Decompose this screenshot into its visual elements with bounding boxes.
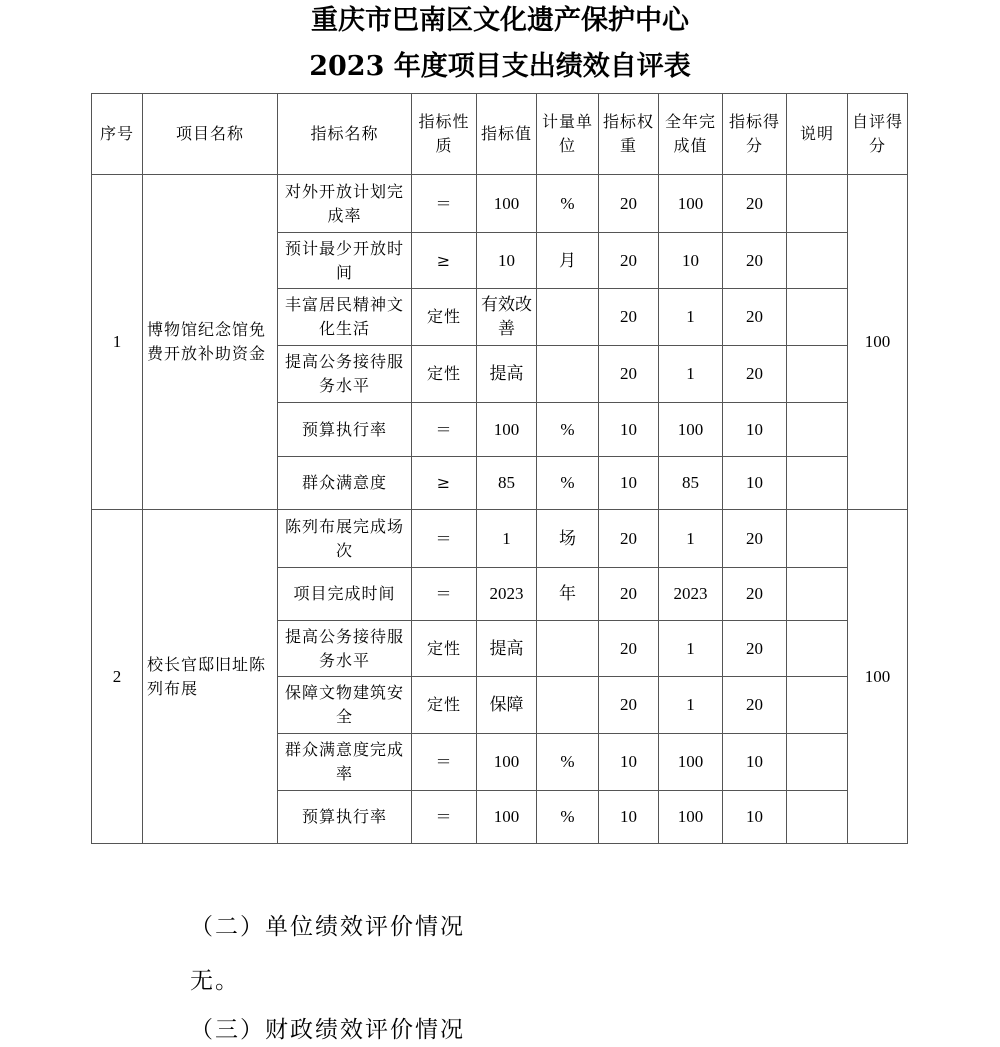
header-indicator-score: 指标得分 [723,94,787,175]
section-heading-unit-evaluation: （二）单位绩效评价情况 [190,914,465,940]
indicator-nature-cell: 定性 [412,289,477,346]
header-weight: 指标权重 [599,94,659,175]
unit-cell: % [537,175,599,233]
indicator-value-cell: 提高 [477,346,537,403]
indicator-value-cell: 100 [477,734,537,791]
indicator-value-cell: 1 [477,510,537,568]
indicator-nature-cell: ＝ [412,734,477,791]
unit-cell: % [537,403,599,457]
header-indicator-nature: 指标性质 [412,94,477,175]
unit-cell: % [537,734,599,791]
note-cell [787,677,848,734]
note-cell [787,457,848,510]
score-cell: 20 [723,621,787,677]
note-cell [787,289,848,346]
weight-cell: 10 [599,457,659,510]
indicator-value-cell: 保障 [477,677,537,734]
indicator-nature-cell: ＝ [412,175,477,233]
indicator-value-cell: 有效改善 [477,289,537,346]
weight-cell: 20 [599,289,659,346]
note-cell [787,791,848,844]
completion-cell: 100 [659,403,723,457]
indicator-name-cell: 群众满意度完成率 [278,734,412,791]
indicator-name-cell: 提高公务接待服务水平 [278,346,412,403]
weight-cell: 20 [599,175,659,233]
completion-cell: 100 [659,734,723,791]
score-cell: 10 [723,457,787,510]
header-indicator-value: 指标值 [477,94,537,175]
score-cell: 20 [723,233,787,289]
completion-cell: 100 [659,791,723,844]
note-cell [787,233,848,289]
seq-cell: 1 [92,175,143,510]
project-name-cell: 校长官邸旧址陈列布展 [143,510,278,844]
indicator-name-cell: 预计最少开放时间 [278,233,412,289]
indicator-nature-cell: 定性 [412,677,477,734]
score-cell: 20 [723,289,787,346]
indicator-name-cell: 对外开放计划完成率 [278,175,412,233]
completion-cell: 10 [659,233,723,289]
header-note: 说明 [787,94,848,175]
unit-cell [537,346,599,403]
indicator-name-cell: 提高公务接待服务水平 [278,621,412,677]
weight-cell: 10 [599,403,659,457]
completion-cell: 1 [659,621,723,677]
indicator-nature-cell: ＝ [412,791,477,844]
completion-cell: 2023 [659,568,723,621]
indicator-name-cell: 预算执行率 [278,403,412,457]
completion-cell: 1 [659,346,723,403]
note-cell [787,510,848,568]
indicator-nature-cell: ≥ [412,233,477,289]
section-heading-finance-evaluation: （三）财政绩效评价情况 [190,1017,465,1043]
header-self-score: 自评得分 [848,94,908,175]
indicator-nature-cell: ＝ [412,403,477,457]
table-row [92,175,908,233]
score-cell: 20 [723,510,787,568]
document-title: 重庆市巴南区文化遗产保护中心 [311,5,689,36]
header-seq: 序号 [92,94,143,175]
unit-cell [537,677,599,734]
indicator-value-cell: 100 [477,403,537,457]
indicator-nature-cell: 定性 [412,621,477,677]
performance-table [91,93,908,844]
note-cell [787,568,848,621]
completion-cell: 100 [659,175,723,233]
section-body-unit-evaluation: 无。 [190,968,240,994]
note-cell [787,403,848,457]
header-indicator-name: 指标名称 [278,94,412,175]
weight-cell: 20 [599,677,659,734]
score-cell: 20 [723,677,787,734]
unit-cell: % [537,791,599,844]
weight-cell: 20 [599,510,659,568]
header-unit: 计量单位 [537,94,599,175]
note-cell [787,346,848,403]
indicator-nature-cell: ＝ [412,568,477,621]
indicator-value-cell: 100 [477,791,537,844]
indicator-name-cell: 陈列布展完成场次 [278,510,412,568]
score-cell: 20 [723,568,787,621]
score-cell: 20 [723,346,787,403]
table-row [92,510,908,568]
unit-cell: 场 [537,510,599,568]
completion-cell: 1 [659,677,723,734]
table-header-row [92,94,908,175]
note-cell [787,175,848,233]
indicator-value-cell: 10 [477,233,537,289]
indicator-name-cell: 项目完成时间 [278,568,412,621]
indicator-nature-cell: ＝ [412,510,477,568]
indicator-name-cell: 预算执行率 [278,791,412,844]
unit-cell: % [537,457,599,510]
indicator-value-cell: 2023 [477,568,537,621]
indicator-value-cell: 100 [477,175,537,233]
seq-cell: 2 [92,510,143,844]
indicator-name-cell: 保障文物建筑安全 [278,677,412,734]
unit-cell [537,621,599,677]
document-subtitle: 2023 年度项目支出绩效自评表 [309,51,691,82]
indicator-value-cell: 85 [477,457,537,510]
weight-cell: 20 [599,233,659,289]
completion-cell: 1 [659,289,723,346]
self-score-cell: 100 [848,510,908,844]
score-cell: 10 [723,403,787,457]
note-cell [787,734,848,791]
completion-cell: 1 [659,510,723,568]
indicator-value-cell: 提高 [477,621,537,677]
unit-cell: 年 [537,568,599,621]
header-project-name: 项目名称 [143,94,278,175]
project-name-cell: 博物馆纪念馆免费开放补助资金 [143,175,278,510]
indicator-name-cell: 群众满意度 [278,457,412,510]
header-annual-completion: 全年完成值 [659,94,723,175]
weight-cell: 10 [599,734,659,791]
weight-cell: 20 [599,568,659,621]
score-cell: 10 [723,734,787,791]
weight-cell: 20 [599,346,659,403]
self-score-cell: 100 [848,175,908,510]
weight-cell: 10 [599,791,659,844]
indicator-nature-cell: 定性 [412,346,477,403]
unit-cell [537,289,599,346]
unit-cell: 月 [537,233,599,289]
score-cell: 20 [723,175,787,233]
score-cell: 10 [723,791,787,844]
indicator-name-cell: 丰富居民精神文化生活 [278,289,412,346]
note-cell [787,621,848,677]
weight-cell: 20 [599,621,659,677]
completion-cell: 85 [659,457,723,510]
indicator-nature-cell: ≥ [412,457,477,510]
